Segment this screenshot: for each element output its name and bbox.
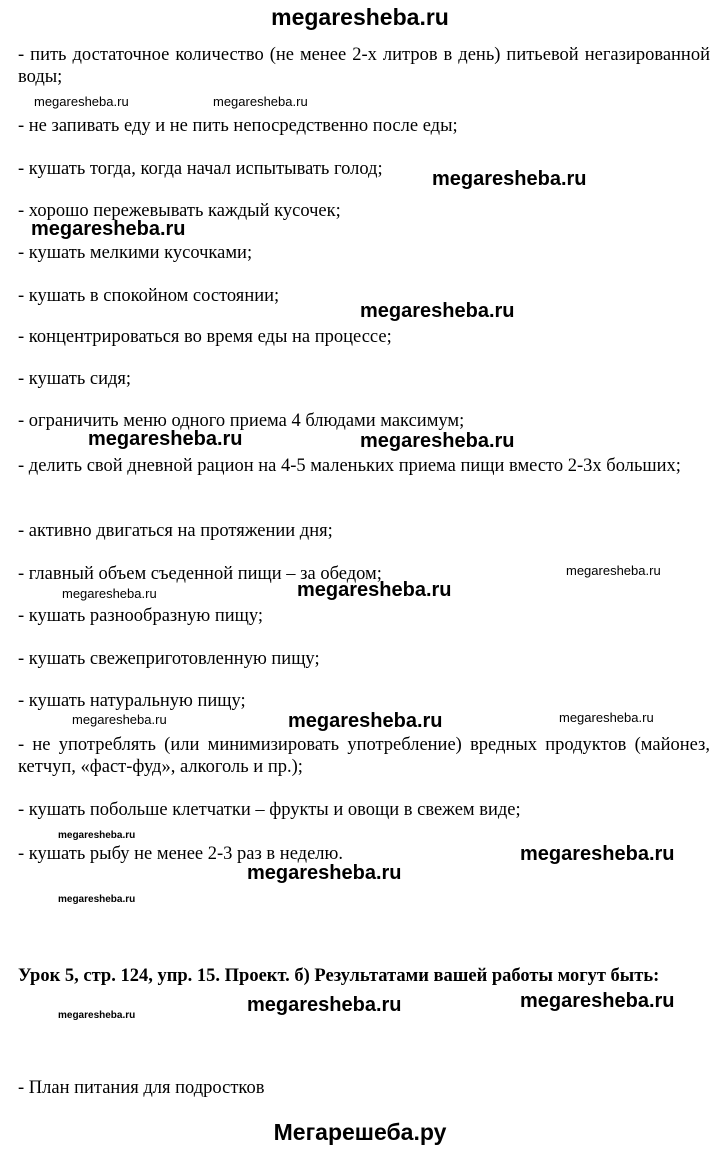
watermark: megaresheba.ru xyxy=(58,894,136,905)
watermark: megaresheba.ru xyxy=(520,990,675,1012)
watermark: megaresheba.ru xyxy=(247,862,402,884)
watermark: megaresheba.ru xyxy=(58,830,136,841)
list-item: - не употреблять (или минимизировать употребление) вредных продуктов (майонез, кетчуп, «фаст-фуд», алкоголь и пр.); xyxy=(18,735,710,777)
list-item: - не запивать еду и не пить непосредственно после еды; xyxy=(18,116,458,136)
watermark: megaresheba.ru xyxy=(520,843,675,865)
list-item: - делить свой дневной рацион на 4-5 маленьких приема пищи вместо 2-3х больших; xyxy=(18,456,681,476)
list-item: - кушать мелкими кусочками; xyxy=(18,243,253,263)
watermark: megaresheba.ru xyxy=(432,168,587,190)
list-item: - кушать свежеприготовленную пищу; xyxy=(18,649,320,669)
watermark: megaresheba.ru xyxy=(247,994,402,1016)
watermark: megaresheba.ru xyxy=(72,712,167,727)
site-footer: Мегарешеба.ру xyxy=(273,1119,447,1145)
site-header: megaresheba.ru xyxy=(271,4,449,30)
list-item: - кушать побольше клетчатки – фрукты и овощи в свежем виде; xyxy=(18,800,521,820)
list-item: - кушать рыбу не менее 2-3 раз в неделю. xyxy=(18,844,343,864)
list-item: - кушать сидя; xyxy=(18,369,132,389)
list-item: - кушать в спокойном состоянии; xyxy=(18,286,280,306)
watermark: megaresheba.ru xyxy=(31,218,186,240)
watermark: megaresheba.ru xyxy=(213,94,308,109)
watermark: megaresheba.ru xyxy=(34,94,129,109)
list-item: - хорошо пережевывать каждый кусочек; xyxy=(18,201,341,221)
watermark: megaresheba.ru xyxy=(288,710,443,732)
list-item: - План питания для подростков xyxy=(18,1078,265,1098)
watermark: megaresheba.ru xyxy=(360,430,515,452)
watermark: megaresheba.ru xyxy=(297,579,452,601)
list-item: - ограничить меню одного приема 4 блюдами максимум; xyxy=(18,411,465,431)
list-item: - главный объем съеденной пищи – за обедом; xyxy=(18,564,382,584)
lesson-heading: Урок 5, стр. 124, упр. 15. Проект. б) Результатами вашей работы могут быть: xyxy=(18,966,660,986)
watermark: megaresheba.ru xyxy=(62,586,157,601)
watermark: megaresheba.ru xyxy=(566,563,661,578)
watermark: megaresheba.ru xyxy=(88,428,243,450)
watermark: megaresheba.ru xyxy=(58,1010,136,1021)
watermark: megaresheba.ru xyxy=(559,710,654,725)
list-item: - активно двигаться на протяжении дня; xyxy=(18,521,333,541)
list-item: - кушать натуральную пищу; xyxy=(18,691,246,711)
list-item: - кушать разнообразную пищу; xyxy=(18,606,264,626)
list-item: - концентрироваться во время еды на процессе; xyxy=(18,327,392,347)
list-item: - кушать тогда, когда начал испытывать голод; xyxy=(18,159,383,179)
list-item: - пить достаточное количество (не менее 2-х литров в день) питьевой негазированной воды; xyxy=(18,45,710,87)
watermark: megaresheba.ru xyxy=(360,300,515,322)
